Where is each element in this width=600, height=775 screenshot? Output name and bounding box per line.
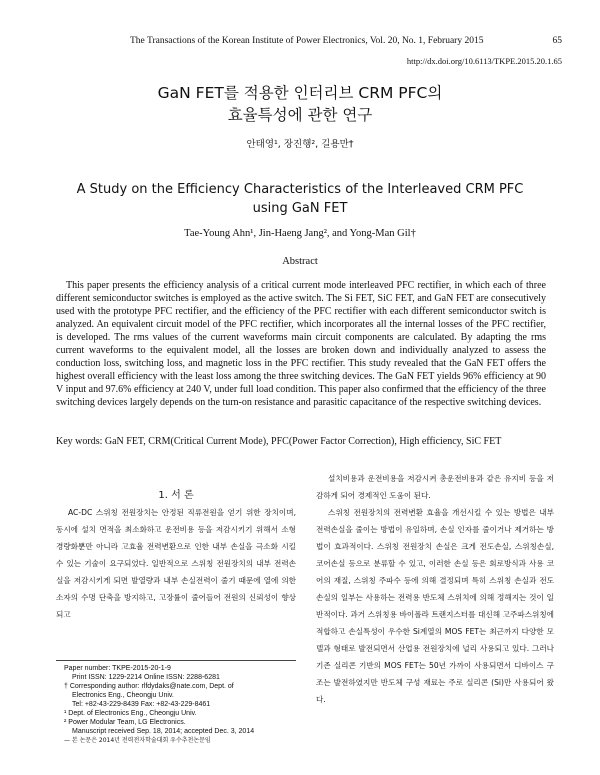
manuscript-dates: Manuscript received Sep. 18, 2014; accepted Dec. 3, 2014 <box>72 728 255 735</box>
english-title-line1: A Study on the Efficiency Characteristics of the Interleaved CRM PFC <box>76 182 524 197</box>
right-column-paragraph-1: 설치비용과 운전비용을 저감시켜 총운전비용과 같은 유지비 등을 저감하게 되어 경제적인 도움이 된다. <box>316 474 554 500</box>
doi-link[interactable]: http://dx.doi.org/10.6113/TKPE.2015.20.1.65 <box>406 56 562 66</box>
page-number: 65 <box>552 36 562 46</box>
award-note: — 본 논문은 2014년 전력전자학술대회 우수추천논문임 <box>64 737 211 744</box>
issn: Print ISSN: 1229-2214 Online ISSN: 2288-6281 <box>72 674 220 681</box>
korean-title-line2: 효율특성에 관한 연구 <box>227 106 373 124</box>
tel-fax: Tel: +82-43-229-8439 Fax: +82-43-229-8461 <box>72 701 211 708</box>
paper-number: Paper number: TKPE-2015-20-1-9 <box>64 665 171 672</box>
right-column-paragraph-2: 스위칭 전원장치의 전력변환 효율을 개선시킬 수 있는 방법은 내부 전력손실을 줄이는 방법이 유일하며, 손실 인자를 줄이거나 제거하는 방법이 효과적이다. 스위칭 전원장치 손실은 크게 전도손실, 스위칭손실, 코어손실 등으로 분류할 수 있고, 이러한 손실 등은 회로방식과 사용 코어의 재질, 스위칭 주파수 등에 의해 결정되며 특히 스위칭 손실과 전도손실의 일부는 사용하는 전력용 반도체 스위치에 의해 정해지는 것이 일반적이다. 과거 스위칭용 바이폴라 트랜지스터를 대신해 고주파스위칭에 적합하고 손실특성이 우수한 Si계열의 MOS FET는 최근까지 다양한 모델과 형태로 발전되면서 산업용 전원장치에 널리 사용되고 있다. 그러나 기존 실리콘 기반의 MOS FET는 50년 가까이 사용되면서 디바이스 구조는 발전하였지만 반도체 구성 재료는 주로 실리콘 (Si)만 사용되어 왔다. <box>316 508 554 704</box>
left-column-text: AC-DC 스위칭 전원장치는 안정된 직류전원을 얻기 위한 장치이며, 동시에 설치 면적을 최소화하고 운전비용 등을 저감시키기 위해서 소형 경량화뿐만 아니라 고효율 전력변환으로 인한 내부 손실을 극소화 시킬 수 있는 기술이 요구되었다. 일반적으로 스위칭 전원장치의 내부 전력손실을 저감시키게 되면 발열량과 내부 손실전력이 줄기 때문에 열에 의한 소자의 수명 단축을 방지하고, 고장률이 줄어들어 전원의 신뢰성이 향상되고 <box>56 508 296 619</box>
korean-authors: 안태영¹, 장진행², 길용만† <box>246 139 354 150</box>
section-heading-introduction: 1. 서 론 <box>158 490 194 501</box>
english-title <box>0 180 600 218</box>
affiliation-1: ¹ Dept. of Electronics Eng., Cheongju Univ. <box>64 710 197 717</box>
korean-title-line1: GaN FET를 적용한 인터리브 CRM PFC의 <box>157 84 443 102</box>
english-authors: Tae-Young Ahn¹, Jin-Haeng Jang², and Yong-Man Gil† <box>184 228 416 239</box>
right-column <box>316 470 554 708</box>
abstract-body: This paper presents the efficiency analysis of a critical current mode interleaved PFC rectifier, in which each of three different semiconductor switches is employed as the active switch. The Si FET, SiC FET, and GaN FET are consecutively used with the prototype PFC rectifier, and the efficiency of the PFC rectifier with each different semiconductor switch is analyzed. An equivalent circuit model of the PFC rectifier, which incorporates all the internal losses of the PFC rectifier, is developed. The rms values of the current waveforms main circuit components are calculated. By adapting the rms current waveforms to the equivalent model, all the losses are broken down and individually analyzed to assess the conduction loss, switching loss, and magnetic loss in the PFC rectifier. This study revealed that the GaN FET offers the highest overall efficiency with the least loss among the three switching devices. The GaN FET yields 96% efficiency at 90 V input and 97.6% efficiency at 240 V, under full load condition. This paper also confirmed that the efficiency of the three switching devices largely depends on the turn-on resistance and parasitic capacitance of the respective switching devices. <box>56 280 546 408</box>
corresponding-author: † Corresponding author: rlfdydaks@nate.com, Dept. of <box>64 683 234 690</box>
journal-name: The Transactions of the Korean Institute of Power Electronics, Vol. 20, No. 1, February 2015 <box>130 36 484 46</box>
korean-title <box>0 82 600 126</box>
english-title-line2: using GaN FET <box>252 201 348 216</box>
keywords: Key words: GaN FET, CRM(Critical Current Mode), PFC(Power Factor Correction), High efficiency, SiC FET <box>56 436 502 447</box>
abstract-heading: Abstract <box>282 256 318 267</box>
footnote-divider <box>56 660 296 661</box>
corresponding-affiliation: Electronics Eng., Cheongju Univ. <box>72 692 174 699</box>
footnotes <box>64 664 304 745</box>
affiliation-2: ² Power Modular Team, LG Electronics. <box>64 719 186 726</box>
